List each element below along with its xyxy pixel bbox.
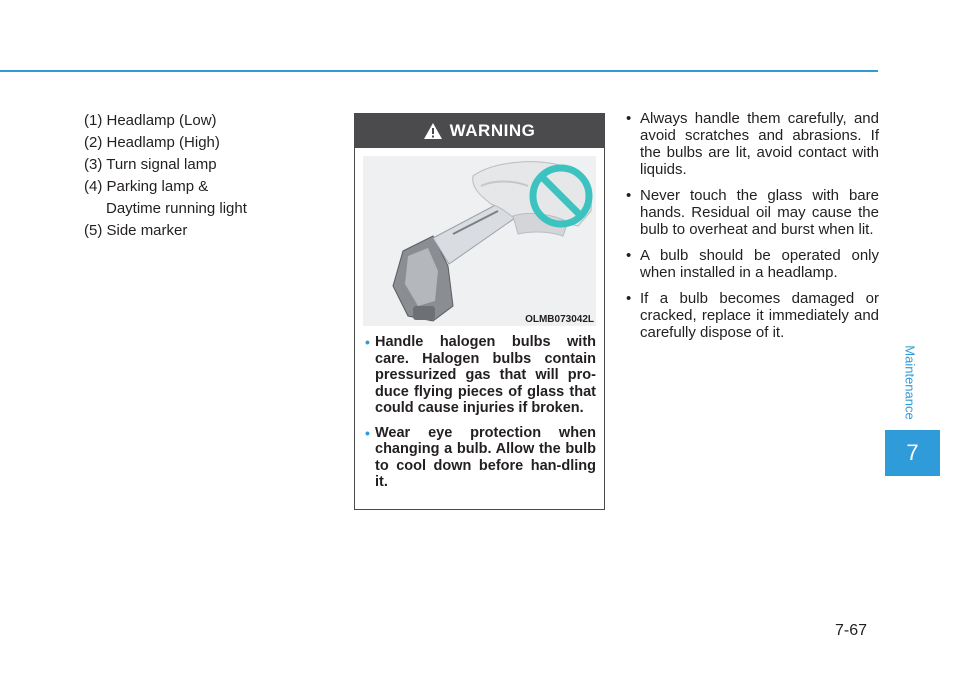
warning-triangle-icon (424, 123, 442, 139)
bullet-icon: • (626, 187, 632, 204)
warning-item-text: Wear eye protection when changing a bulb. Allow the bulb to cool down before han-dling it. (375, 424, 596, 490)
warning-item (365, 334, 596, 417)
bullet-icon: • (626, 110, 632, 127)
section-name: Maintenance (902, 344, 918, 420)
page-number: 7-67 (835, 622, 868, 639)
chapter-tab (885, 430, 940, 476)
bullet-icon: • (365, 424, 370, 441)
bulb-handling-list (626, 110, 879, 350)
list-item (626, 110, 879, 178)
chapter-number: 7 (906, 440, 919, 465)
list-item (626, 187, 879, 238)
halogen-bulb-illustration (363, 156, 596, 326)
warning-title: WARNING (449, 121, 536, 140)
warning-item (365, 425, 596, 491)
hand-holding-bulb-icon (363, 156, 596, 326)
list-item-text: Always handle them carefully, and avoid scratches and abrasions. If the bulbs are lit, avoid contact with liquids. (640, 110, 879, 178)
legend-item-4: (4) Parking lamp & (84, 178, 209, 195)
warning-header (355, 114, 604, 148)
list-item-text: A bulb should be operated only when installed in a headlamp. (640, 247, 879, 281)
image-code: OLMB073042L (525, 314, 594, 325)
legend-item-5: (5) Side marker (84, 222, 188, 239)
bulb-legend-list (84, 110, 247, 242)
bullet-icon: • (626, 290, 632, 307)
legend-item-2: (2) Headlamp (High) (84, 134, 220, 151)
warning-box (354, 113, 605, 510)
section-tab-label (898, 342, 922, 422)
header-rule (0, 70, 878, 72)
legend-item-1: (1) Headlamp (Low) (84, 112, 217, 129)
warning-item-text: Handle halogen bulbs with care. Halogen bulbs contain pressurized gas that will pro-duce flying pieces of glass that could cause injuries if broken. (375, 334, 596, 416)
legend-item-3: (3) Turn signal lamp (84, 156, 217, 173)
warning-text (365, 334, 596, 499)
list-item (626, 290, 879, 341)
list-item-text: Never touch the glass with bare hands. Residual oil may cause the bulb to overheat and burst when lit. (640, 187, 879, 238)
legend-item-4-continued: Daytime running light (106, 200, 247, 217)
bullet-icon: • (365, 334, 370, 350)
list-item-text: If a bulb becomes damaged or cracked, replace it immediately and carefully dispose of it. (640, 290, 879, 341)
bullet-icon: • (626, 247, 632, 264)
list-item (626, 247, 879, 281)
